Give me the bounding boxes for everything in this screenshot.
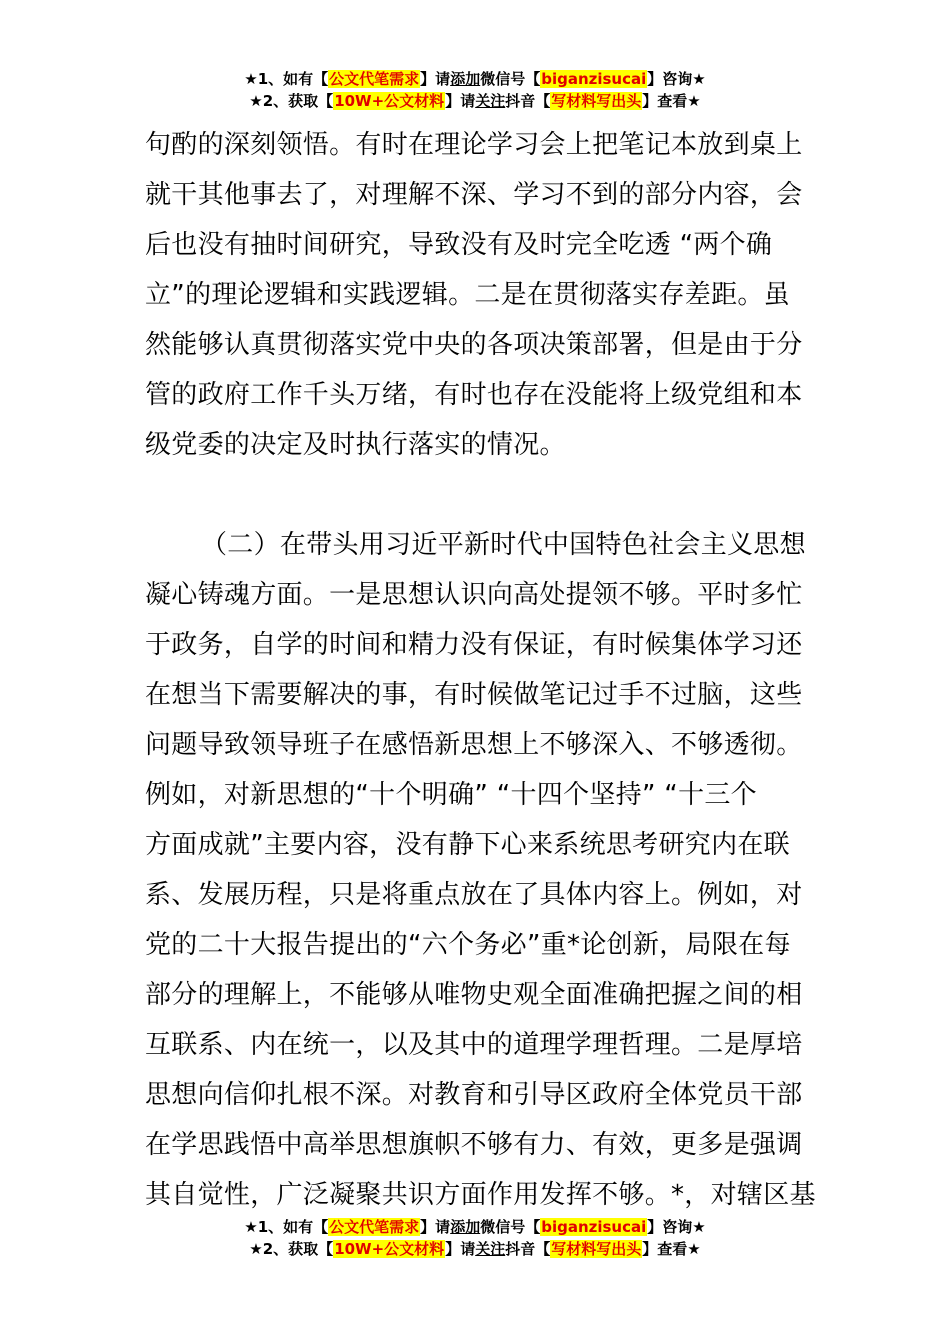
text-line: 问题导致领导班子在感悟新思想上不够深入、不够透彻。 xyxy=(145,730,803,760)
text-line: 互联系、内在统一，以及其中的道理学理哲理。二是厚培 xyxy=(145,1030,803,1060)
banner-line-1 xyxy=(0,68,950,90)
text-line: 立”的理论逻辑和实践逻辑。二是在贯彻落实存差距。虽 xyxy=(145,280,790,310)
text-line: 例如，对新思想的“十个明确” “十四个坚持” “十三个 xyxy=(145,780,757,810)
text-line: 系、发展历程，只是将重点放在了具体内容上。例如，对 xyxy=(145,880,803,910)
highlight-douyin-account: 写材料写出头 xyxy=(551,1240,642,1258)
banner-line-1 xyxy=(0,1216,950,1238)
text-line: 在想当下需要解决的事，有时候做笔记过手不过脑，这些 xyxy=(145,680,803,710)
banner-underlined-text: 关注 xyxy=(475,1240,506,1258)
banner-line-2 xyxy=(0,90,950,112)
header-banner xyxy=(0,68,950,112)
text-line: 级党委的决定及时执行落实的情况。 xyxy=(145,430,566,460)
section-heading-line: （二）在带头用习近平新时代中国特色社会主义思想 xyxy=(201,530,806,560)
highlight-wechat-id: biganzisucai xyxy=(541,70,647,88)
banner-underlined-text: 关注 xyxy=(475,92,506,110)
highlight-service: 公文代笔需求 xyxy=(329,1218,420,1236)
banner-text: ★1、如有【 xyxy=(244,70,329,88)
banner-text: 】请 xyxy=(420,1218,451,1236)
banner-text: 】请 xyxy=(420,70,451,88)
text-line: 方面成就”主要内容，没有静下心来系统思考研究内在联 xyxy=(145,830,790,860)
text-line: 句酌的深刻领悟。有时在理论学习会上把笔记本放到桌上 xyxy=(145,130,803,160)
banner-text: 】请 xyxy=(445,92,476,110)
text-line: 凝心铸魂方面。一是思想认识向高处提领不够。平时多忙 xyxy=(145,580,803,610)
highlight-douyin-account: 写材料写出头 xyxy=(551,92,642,110)
banner-text: ★2、获取【 xyxy=(249,1240,334,1258)
banner-text: 】查看★ xyxy=(642,1240,701,1258)
highlight-wechat-id: biganzisucai xyxy=(541,1218,647,1236)
text-line: 其自觉性，广泛凝聚共识方面作用发挥不够。*，对辖区基 xyxy=(145,1180,816,1210)
banner-text: 抖音【 xyxy=(505,92,551,110)
footer-banner xyxy=(0,1216,950,1260)
banner-line-2 xyxy=(0,1238,950,1260)
highlight-materials: 10W+公文材料 xyxy=(334,1240,445,1258)
text-line: 就干其他事去了，对理解不深、学习不到的部分内容，会 xyxy=(145,180,803,210)
text-line: 于政务，自学的时间和精力没有保证，有时候集体学习还 xyxy=(145,630,803,660)
text-line: 部分的理解上，不能够从唯物史观全面准确把握之间的相 xyxy=(145,980,803,1010)
text-line: 后也没有抽时间研究，导致没有及时完全吃透 “两个确 xyxy=(145,230,773,260)
banner-text: 】咨询★ xyxy=(647,1218,706,1236)
banner-text: 抖音【 xyxy=(505,1240,551,1258)
paragraph-1 xyxy=(145,120,807,470)
banner-underlined-text: 添加 xyxy=(450,70,481,88)
banner-text: 】查看★ xyxy=(642,92,701,110)
text-line: 然能够认真贯彻落实党中央的各项决策部署，但是由于分 xyxy=(145,330,803,360)
banner-underlined-text: 添加 xyxy=(450,1218,481,1236)
banner-text: ★1、如有【 xyxy=(244,1218,329,1236)
banner-text: 微信号【 xyxy=(480,70,541,88)
paragraph-2 xyxy=(145,520,816,1220)
highlight-service: 公文代笔需求 xyxy=(329,70,420,88)
banner-text: 】咨询★ xyxy=(647,70,706,88)
banner-text: ★2、获取【 xyxy=(249,92,334,110)
text-line: 思想向信仰扎根不深。对教育和引导区政府全体党员干部 xyxy=(145,1080,803,1110)
text-line: 党的二十大报告提出的“六个务必”重*论创新，局限在每 xyxy=(145,930,791,960)
banner-text: 微信号【 xyxy=(480,1218,541,1236)
text-line: 在学思践悟中高举思想旗帜不够有力、有效，更多是强调 xyxy=(145,1130,803,1160)
banner-text: 】请 xyxy=(445,1240,476,1258)
highlight-materials: 10W+公文材料 xyxy=(334,92,445,110)
text-line: 管的政府工作千头万绪，有时也存在没能将上级党组和本 xyxy=(145,380,803,410)
